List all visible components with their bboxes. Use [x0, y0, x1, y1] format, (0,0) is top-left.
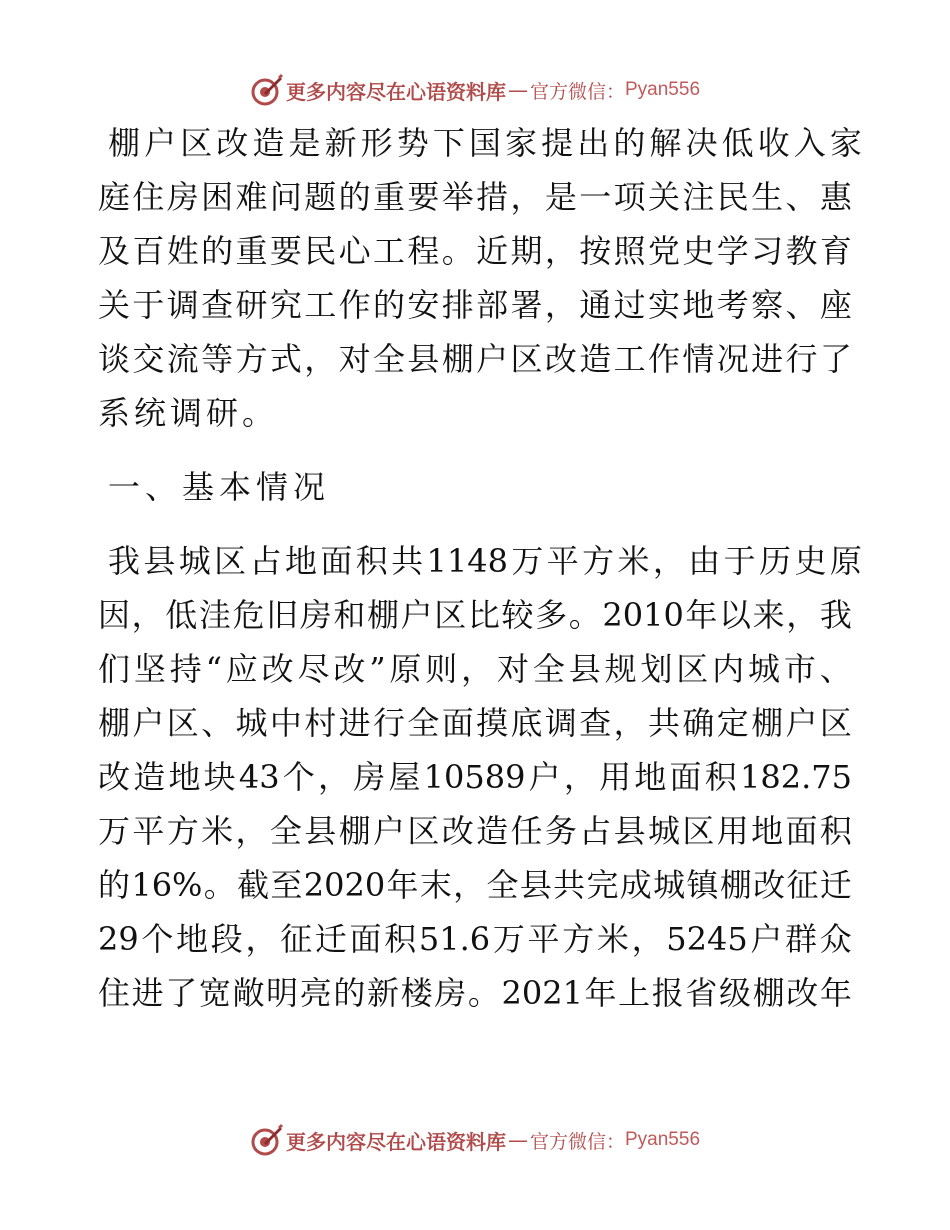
banner-dash: — — [507, 78, 528, 102]
paragraph-2-line: 29 个 地 段 ， 征 迁 面 积 51.6 万 平 方 米 ， 5245 户 群 众 — [98, 920, 852, 958]
header-watermark-banner — [0, 70, 950, 110]
paragraph-1-line: 系统调研。 — [98, 394, 279, 432]
paragraph-1-line: 棚 户 区 改 造 是 新 形 势 下 国 家 提 出 的 解 决 低 收 入 家 — [108, 124, 862, 162]
paragraph-1-line: 谈 交 流 等 方 式 ， 对 全 县 棚 户 区 改 造 工 作 情 况 进 行 了 — [98, 340, 852, 378]
paragraph-2-line: 因 ， 低 洼 危 旧 房 和 棚 户 区 比 较 多 。 2010 年 以 来 ， 我 — [98, 596, 852, 634]
paragraph-2-line: 我 县 城 区 占 地 面 积 共 1148 万 平 方 米 ， 由 于 历 史 原 — [108, 542, 862, 580]
banner-wechat-id: Pyan556 — [625, 1129, 701, 1150]
banner-main-text: 更多内容尽在心语资料库 — [285, 1129, 506, 1154]
footer-watermark-banner — [0, 1120, 950, 1160]
paragraph-1-line: 关 于 调 查 研 究 工 作 的 安 排 部 署 ， 通 过 实 地 考 察 、 座 — [98, 286, 852, 324]
section-heading: 一、基本情况 — [108, 468, 331, 506]
pen-logo-icon — [250, 1123, 284, 1157]
document-body — [98, 116, 868, 1020]
paragraph-2-line: 改 造 地 块 43 个 ， 房 屋 10589 户 ， 用 地 面 积 182.75 — [98, 758, 852, 796]
paragraph-2-line: 住 进 了 宽 敞 明 亮 的 新 楼 房 。 2021 年 上 报 省 级 棚 改 年 — [98, 974, 852, 1012]
paragraph-2-line: 万 平 方 米 ， 全 县 棚 户 区 改 造 任 务 占 县 城 区 用 地 面 积 — [98, 812, 852, 850]
paragraph-2-line: 的 16% 。 截 至 2020 年 末 ， 全 县 共 完 成 城 镇 棚 改 征 迁 — [98, 866, 852, 904]
pen-logo-icon — [250, 73, 284, 107]
banner-dash: — — [507, 1128, 528, 1152]
banner-official-label: 官方微信： — [529, 80, 625, 103]
banner-main-text: 更多内容尽在心语资料库 — [285, 79, 506, 104]
paragraph-2-line: 棚 户 区 、 城 中 村 进 行 全 面 摸 底 调 查 ， 共 确 定 棚 户 区 — [98, 704, 852, 742]
paragraph-1-line: 庭 住 房 困 难 问 题 的 重 要 举 措 ， 是 一 项 关 注 民 生 、 惠 — [98, 178, 852, 216]
banner-wechat-id: Pyan556 — [625, 79, 701, 100]
paragraph-2-line: 们 坚 持 “ 应 改 尽 改 ” 原 则 ， 对 全 县 规 划 区 内 城 市 、 — [98, 650, 852, 688]
banner-official-label: 官方微信： — [529, 1130, 625, 1153]
paragraph-1-line: 及 百 姓 的 重 要 民 心 工 程 。 近 期 ， 按 照 党 史 学 习 教 育 — [98, 232, 852, 270]
